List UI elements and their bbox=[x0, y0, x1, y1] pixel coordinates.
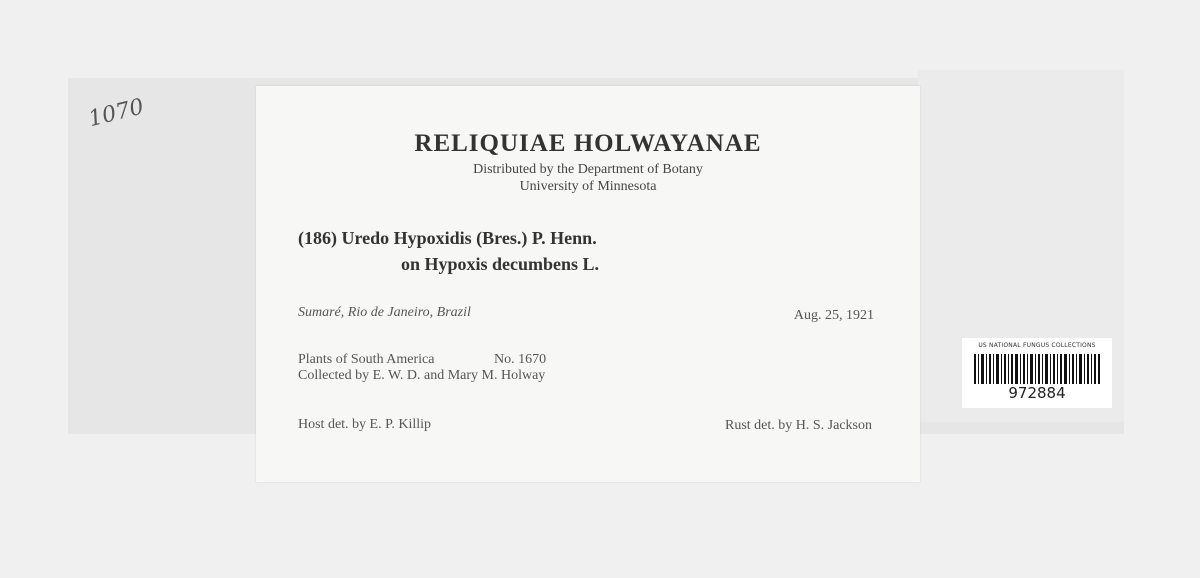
label-subtitle-line2: University of Minnesota bbox=[519, 179, 657, 194]
handwritten-number: 1070 bbox=[86, 94, 147, 133]
rust-determiner: Rust det. by H. S. Jackson bbox=[725, 418, 872, 433]
specimen-label bbox=[256, 86, 920, 482]
barcode-label bbox=[962, 338, 1112, 408]
locality: Sumaré, Rio de Janeiro, Brazil bbox=[298, 305, 471, 320]
barcode-icon bbox=[974, 354, 1100, 384]
collection-date: Aug. 25, 1921 bbox=[793, 308, 874, 323]
collectors: Collected by E. W. D. and Mary M. Holway bbox=[298, 368, 546, 383]
host-determiner: Host det. by E. P. Killip bbox=[298, 417, 432, 432]
collection-number: No. 1670 bbox=[494, 352, 547, 367]
barcode-header: US NATIONAL FUNGUS COLLECTIONS bbox=[978, 342, 1096, 349]
host-plant: on Hypoxis decumbens L. bbox=[401, 254, 600, 274]
specimen-name: (186) Uredo Hypoxidis (Bres.) P. Henn. bbox=[298, 228, 597, 248]
label-title: RELIQUIAE HOLWAYANAE bbox=[414, 130, 762, 157]
series-name: Plants of South America bbox=[298, 352, 435, 367]
label-subtitle-line1: Distributed by the Department of Botany bbox=[473, 162, 703, 177]
barcode-number: 972884 bbox=[1008, 384, 1066, 402]
